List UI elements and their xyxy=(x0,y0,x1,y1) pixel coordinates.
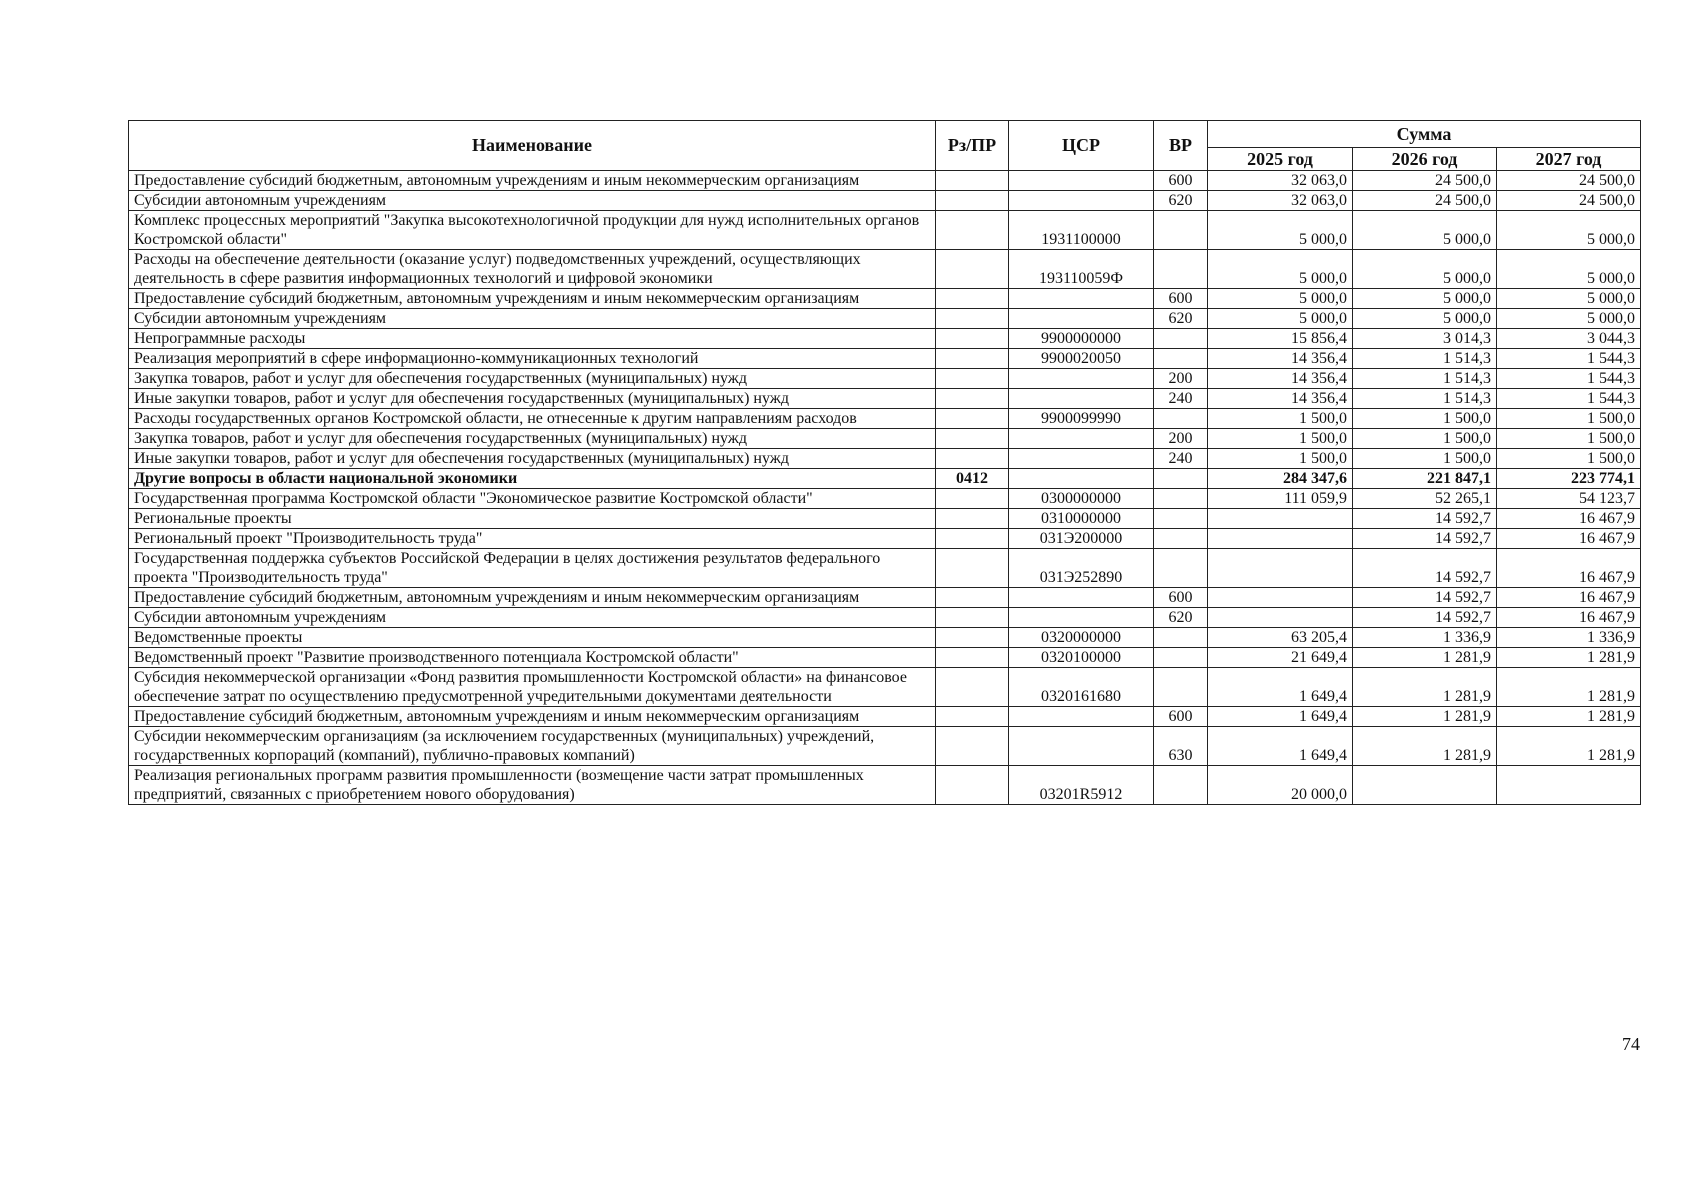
cell-name: Региональный проект "Производительность труда" xyxy=(129,529,936,549)
table-row xyxy=(129,549,1641,588)
cell-rz xyxy=(936,727,1009,766)
cell-rz xyxy=(936,668,1009,707)
cell-rz xyxy=(936,588,1009,608)
cell-2025: 1 500,0 xyxy=(1208,449,1353,469)
cell-rz xyxy=(936,211,1009,250)
cell-name: Расходы государственных органов Костромской области, не отнесенные к другим направлениям расходов xyxy=(129,409,936,429)
header-2025: 2025 год xyxy=(1208,148,1353,171)
cell-2027: 3 044,3 xyxy=(1497,329,1641,349)
cell-2026: 1 500,0 xyxy=(1353,409,1497,429)
cell-vr xyxy=(1154,211,1208,250)
cell-2025: 5 000,0 xyxy=(1208,211,1353,250)
cell-2025 xyxy=(1208,529,1353,549)
cell-2025: 5 000,0 xyxy=(1208,250,1353,289)
cell-2027: 1 281,9 xyxy=(1497,668,1641,707)
cell-rz xyxy=(936,509,1009,529)
cell-csr xyxy=(1009,449,1154,469)
header-rz: Рз/ПР xyxy=(936,121,1009,171)
cell-csr: 0300000000 xyxy=(1009,489,1154,509)
cell-2025: 20 000,0 xyxy=(1208,766,1353,805)
table-row xyxy=(129,369,1641,389)
cell-rz xyxy=(936,489,1009,509)
cell-2027: 16 467,9 xyxy=(1497,608,1641,628)
cell-csr xyxy=(1009,389,1154,409)
cell-vr xyxy=(1154,648,1208,668)
cell-name: Государственная программа Костромской области "Экономическое развитие Костромской области" xyxy=(129,489,936,509)
cell-2026: 1 336,9 xyxy=(1353,628,1497,648)
table-row xyxy=(129,289,1641,309)
cell-rz xyxy=(936,429,1009,449)
cell-2026: 1 281,9 xyxy=(1353,727,1497,766)
header-name: Наименование xyxy=(129,121,936,171)
budget-table xyxy=(128,120,1641,805)
cell-2026: 14 592,7 xyxy=(1353,588,1497,608)
cell-name: Ведомственный проект "Развитие производственного потенциала Костромской области" xyxy=(129,648,936,668)
table-row xyxy=(129,449,1641,469)
cell-vr: 620 xyxy=(1154,191,1208,211)
cell-name: Предоставление субсидий бюджетным, автономным учреждениям и иным некоммерческим организациям xyxy=(129,707,936,727)
cell-vr: 600 xyxy=(1154,588,1208,608)
cell-name: Закупка товаров, работ и услуг для обеспечения государственных (муниципальных) нужд xyxy=(129,369,936,389)
cell-2026: 5 000,0 xyxy=(1353,211,1497,250)
cell-2026: 1 514,3 xyxy=(1353,349,1497,369)
cell-vr xyxy=(1154,349,1208,369)
cell-2026 xyxy=(1353,766,1497,805)
cell-2027: 16 467,9 xyxy=(1497,549,1641,588)
table-row xyxy=(129,509,1641,529)
cell-csr: 9900000000 xyxy=(1009,329,1154,349)
table-row xyxy=(129,329,1641,349)
cell-rz xyxy=(936,250,1009,289)
cell-2026: 3 014,3 xyxy=(1353,329,1497,349)
cell-rz xyxy=(936,171,1009,191)
cell-2027: 1 500,0 xyxy=(1497,409,1641,429)
cell-csr: 031Э252890 xyxy=(1009,549,1154,588)
cell-2026: 24 500,0 xyxy=(1353,171,1497,191)
cell-2026: 14 592,7 xyxy=(1353,509,1497,529)
cell-rz xyxy=(936,349,1009,369)
cell-2026: 5 000,0 xyxy=(1353,309,1497,329)
cell-rz xyxy=(936,329,1009,349)
cell-vr: 620 xyxy=(1154,309,1208,329)
cell-name: Предоставление субсидий бюджетным, автономным учреждениям и иным некоммерческим организациям xyxy=(129,171,936,191)
cell-2026: 14 592,7 xyxy=(1353,549,1497,588)
cell-2025: 5 000,0 xyxy=(1208,289,1353,309)
cell-vr xyxy=(1154,529,1208,549)
cell-2025: 32 063,0 xyxy=(1208,171,1353,191)
cell-csr xyxy=(1009,707,1154,727)
cell-rz xyxy=(936,707,1009,727)
cell-2027: 1 336,9 xyxy=(1497,628,1641,648)
table-header xyxy=(129,121,1641,171)
cell-csr xyxy=(1009,191,1154,211)
cell-csr xyxy=(1009,727,1154,766)
cell-2026: 221 847,1 xyxy=(1353,469,1497,489)
cell-csr xyxy=(1009,469,1154,489)
table-row xyxy=(129,707,1641,727)
cell-2025 xyxy=(1208,549,1353,588)
cell-2027: 1 500,0 xyxy=(1497,429,1641,449)
cell-csr xyxy=(1009,608,1154,628)
cell-name: Другие вопросы в области национальной экономики xyxy=(129,469,936,489)
cell-rz xyxy=(936,369,1009,389)
header-sum: Сумма xyxy=(1208,121,1641,148)
cell-vr xyxy=(1154,549,1208,588)
cell-name: Реализация мероприятий в сфере информационно-коммуникационных технологий xyxy=(129,349,936,369)
cell-vr: 630 xyxy=(1154,727,1208,766)
cell-vr xyxy=(1154,489,1208,509)
cell-rz xyxy=(936,628,1009,648)
cell-vr xyxy=(1154,766,1208,805)
cell-rz xyxy=(936,191,1009,211)
cell-name: Ведомственные проекты xyxy=(129,628,936,648)
table-row xyxy=(129,628,1641,648)
table-row xyxy=(129,429,1641,449)
cell-name: Предоставление субсидий бюджетным, автономным учреждениям и иным некоммерческим организациям xyxy=(129,289,936,309)
cell-csr: 0320161680 xyxy=(1009,668,1154,707)
header-vr: ВР xyxy=(1154,121,1208,171)
cell-csr: 1931100000 xyxy=(1009,211,1154,250)
cell-2027: 16 467,9 xyxy=(1497,588,1641,608)
table-row xyxy=(129,766,1641,805)
cell-csr xyxy=(1009,429,1154,449)
cell-vr xyxy=(1154,469,1208,489)
cell-2026: 1 281,9 xyxy=(1353,648,1497,668)
cell-csr xyxy=(1009,309,1154,329)
cell-2027 xyxy=(1497,766,1641,805)
cell-rz xyxy=(936,549,1009,588)
cell-2026: 5 000,0 xyxy=(1353,289,1497,309)
cell-name: Государственная поддержка субъектов Российской Федерации в целях достижения результатов федерального проекта "Производительность труда" xyxy=(129,549,936,588)
cell-2027: 5 000,0 xyxy=(1497,250,1641,289)
cell-2027: 5 000,0 xyxy=(1497,309,1641,329)
cell-2027: 1 281,9 xyxy=(1497,648,1641,668)
table-row xyxy=(129,191,1641,211)
cell-rz xyxy=(936,608,1009,628)
table-row xyxy=(129,309,1641,329)
cell-vr xyxy=(1154,409,1208,429)
table-row xyxy=(129,529,1641,549)
cell-2025: 1 649,4 xyxy=(1208,727,1353,766)
cell-2027: 16 467,9 xyxy=(1497,529,1641,549)
cell-vr: 200 xyxy=(1154,429,1208,449)
cell-2027: 1 281,9 xyxy=(1497,707,1641,727)
cell-rz xyxy=(936,449,1009,469)
cell-name: Иные закупки товаров, работ и услуг для обеспечения государственных (муниципальных) нужд xyxy=(129,389,936,409)
cell-2025: 1 500,0 xyxy=(1208,429,1353,449)
cell-vr: 240 xyxy=(1154,389,1208,409)
cell-2027: 24 500,0 xyxy=(1497,191,1641,211)
cell-name: Субсидия некоммерческой организации «Фонд развития промышленности Костромской области» на финансовое обеспечение затрат по осуществлению предусмотренной учредительными документами деятельности xyxy=(129,668,936,707)
cell-csr: 03201R5912 xyxy=(1009,766,1154,805)
cell-2027: 5 000,0 xyxy=(1497,211,1641,250)
cell-rz xyxy=(936,648,1009,668)
cell-name: Региональные проекты xyxy=(129,509,936,529)
table-row xyxy=(129,588,1641,608)
cell-vr xyxy=(1154,509,1208,529)
table-row xyxy=(129,469,1641,489)
cell-vr: 240 xyxy=(1154,449,1208,469)
cell-csr: 0320100000 xyxy=(1009,648,1154,668)
page-number: 74 xyxy=(1622,1034,1640,1054)
cell-name: Непрограммные расходы xyxy=(129,329,936,349)
cell-2027: 223 774,1 xyxy=(1497,469,1641,489)
cell-vr xyxy=(1154,329,1208,349)
table-row xyxy=(129,727,1641,766)
table-row xyxy=(129,409,1641,429)
cell-name: Реализация региональных программ развития промышленности (возмещение части затрат промышленных предприятий, связанных с приобретением нового оборудования) xyxy=(129,766,936,805)
cell-rz xyxy=(936,409,1009,429)
cell-csr xyxy=(1009,369,1154,389)
cell-2025: 1 649,4 xyxy=(1208,707,1353,727)
cell-2025: 63 205,4 xyxy=(1208,628,1353,648)
cell-2025: 14 356,4 xyxy=(1208,369,1353,389)
table-row xyxy=(129,171,1641,191)
cell-rz: 0412 xyxy=(936,469,1009,489)
cell-2026: 1 514,3 xyxy=(1353,369,1497,389)
cell-2027: 1 544,3 xyxy=(1497,349,1641,369)
table-row xyxy=(129,648,1641,668)
cell-2026: 24 500,0 xyxy=(1353,191,1497,211)
cell-2025: 14 356,4 xyxy=(1208,389,1353,409)
cell-2025: 14 356,4 xyxy=(1208,349,1353,369)
cell-name: Субсидии автономным учреждениям xyxy=(129,309,936,329)
cell-2025: 1 649,4 xyxy=(1208,668,1353,707)
cell-2025: 111 059,9 xyxy=(1208,489,1353,509)
cell-csr xyxy=(1009,171,1154,191)
cell-2026: 14 592,7 xyxy=(1353,608,1497,628)
cell-csr: 0310000000 xyxy=(1009,509,1154,529)
cell-2025: 1 500,0 xyxy=(1208,409,1353,429)
cell-2025: 5 000,0 xyxy=(1208,309,1353,329)
cell-rz xyxy=(936,529,1009,549)
cell-csr: 031Э200000 xyxy=(1009,529,1154,549)
cell-2026: 1 500,0 xyxy=(1353,449,1497,469)
cell-csr: 9900099990 xyxy=(1009,409,1154,429)
cell-name: Предоставление субсидий бюджетным, автономным учреждениям и иным некоммерческим организациям xyxy=(129,588,936,608)
cell-2027: 5 000,0 xyxy=(1497,289,1641,309)
cell-rz xyxy=(936,766,1009,805)
cell-name: Субсидии автономным учреждениям xyxy=(129,608,936,628)
cell-2026: 52 265,1 xyxy=(1353,489,1497,509)
cell-2025: 21 649,4 xyxy=(1208,648,1353,668)
cell-vr xyxy=(1154,628,1208,648)
table-row xyxy=(129,668,1641,707)
cell-csr: 9900020050 xyxy=(1009,349,1154,369)
table-row xyxy=(129,250,1641,289)
table-row xyxy=(129,489,1641,509)
table-row xyxy=(129,211,1641,250)
cell-2025: 32 063,0 xyxy=(1208,191,1353,211)
cell-2025 xyxy=(1208,608,1353,628)
cell-2026: 1 514,3 xyxy=(1353,389,1497,409)
cell-2027: 24 500,0 xyxy=(1497,171,1641,191)
cell-vr: 600 xyxy=(1154,289,1208,309)
cell-csr xyxy=(1009,588,1154,608)
cell-name: Субсидии некоммерческим организациям (за исключением государственных (муниципальных) учреждений, государственных корпораций (компаний), публично-правовых компаний) xyxy=(129,727,936,766)
cell-2026: 1 281,9 xyxy=(1353,668,1497,707)
cell-2027: 54 123,7 xyxy=(1497,489,1641,509)
cell-2026: 5 000,0 xyxy=(1353,250,1497,289)
table-row xyxy=(129,349,1641,369)
cell-name: Расходы на обеспечение деятельности (оказание услуг) подведомственных учреждений, осуществляющих деятельность в сфере развития информационных технологий и цифровой экономики xyxy=(129,250,936,289)
table-row xyxy=(129,608,1641,628)
table-body xyxy=(129,171,1641,805)
cell-name: Субсидии автономным учреждениям xyxy=(129,191,936,211)
cell-2025 xyxy=(1208,509,1353,529)
cell-vr xyxy=(1154,250,1208,289)
cell-2025: 15 856,4 xyxy=(1208,329,1353,349)
cell-2025: 284 347,6 xyxy=(1208,469,1353,489)
cell-2027: 1 281,9 xyxy=(1497,727,1641,766)
cell-2026: 14 592,7 xyxy=(1353,529,1497,549)
cell-name: Иные закупки товаров, работ и услуг для обеспечения государственных (муниципальных) нужд xyxy=(129,449,936,469)
cell-2026: 1 281,9 xyxy=(1353,707,1497,727)
cell-vr: 600 xyxy=(1154,171,1208,191)
cell-vr: 200 xyxy=(1154,369,1208,389)
header-2027: 2027 год xyxy=(1497,148,1641,171)
cell-2027: 16 467,9 xyxy=(1497,509,1641,529)
cell-csr: 193110059Ф xyxy=(1009,250,1154,289)
header-csr: ЦСР xyxy=(1009,121,1154,171)
cell-2026: 1 500,0 xyxy=(1353,429,1497,449)
cell-2027: 1 500,0 xyxy=(1497,449,1641,469)
cell-vr: 620 xyxy=(1154,608,1208,628)
cell-rz xyxy=(936,389,1009,409)
cell-2027: 1 544,3 xyxy=(1497,369,1641,389)
header-2026: 2026 год xyxy=(1353,148,1497,171)
cell-2025 xyxy=(1208,588,1353,608)
cell-vr xyxy=(1154,668,1208,707)
cell-name: Закупка товаров, работ и услуг для обеспечения государственных (муниципальных) нужд xyxy=(129,429,936,449)
cell-vr: 600 xyxy=(1154,707,1208,727)
cell-rz xyxy=(936,309,1009,329)
cell-2027: 1 544,3 xyxy=(1497,389,1641,409)
cell-rz xyxy=(936,289,1009,309)
cell-csr xyxy=(1009,289,1154,309)
table-row xyxy=(129,389,1641,409)
cell-name: Комплекс процессных мероприятий "Закупка высокотехнологичной продукции для нужд исполнительных органов Костромской области" xyxy=(129,211,936,250)
cell-csr: 0320000000 xyxy=(1009,628,1154,648)
